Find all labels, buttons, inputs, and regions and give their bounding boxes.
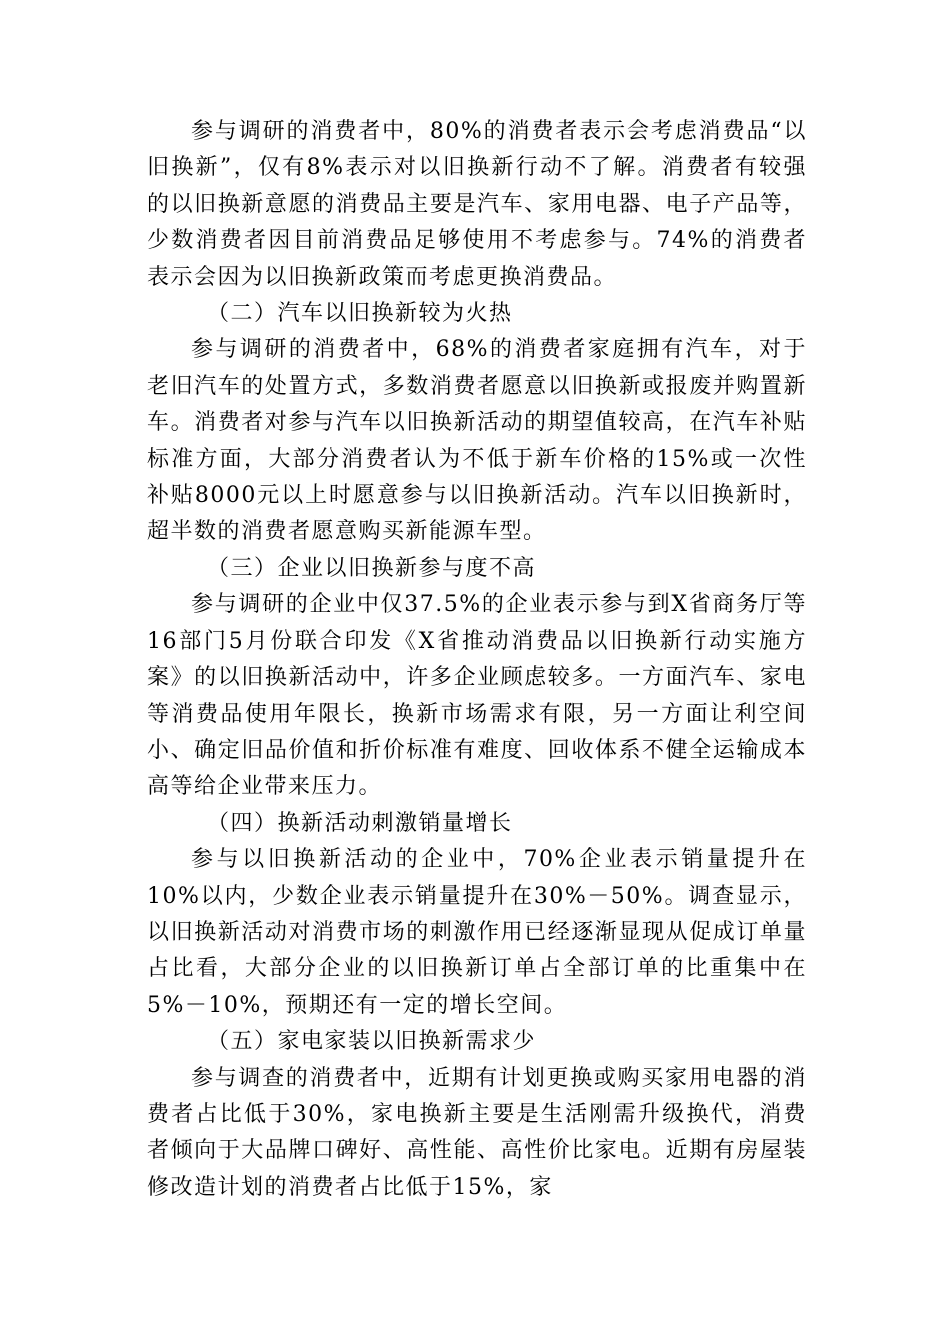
paragraph-appliance-demand: 参与调查的消费者中，近期有计划更换或购买家用电器的消费者占比低于30%，家电换新主要是生活刚需升级换代，消费者倾向于大品牌口碑好、高性能、高性价比家电。近期有房屋装修改造计划的消费者占比低于15%，家: [147, 1065, 807, 1200]
paragraph-enterprise-participation: 参与调研的企业中仅37.5%的企业表示参与到X省商务厅等16部门5月份联合印发《X省推动消费品以旧换新行动实施方案》的以旧换新活动中，许多企业顾虑较多。一方面汽车、家电等消费品使用年限长，换新市场需求有限，另一方面让利空间小、确定旧品价值和折价标准有难度、回收体系不健全运输成本高等给企业带来压力。: [147, 592, 807, 800]
paragraph-sales-growth: 参与以旧换新活动的企业中，70%企业表示销量提升在10%以内，少数企业表示销量提升在30%－50%。调查显示，以旧换新活动对消费市场的刺激作用已经逐渐显现从促成订单量占比看，大部分企业的以旧换新订单占全部订单的比重集中在5%－10%，预期还有一定的增长空间。: [147, 847, 807, 1018]
paragraph-auto-tradein: 参与调研的消费者中，68%的消费者家庭拥有汽车，对于老旧汽车的处置方式，多数消费者愿意以旧换新或报废并购置新车。消费者对参与汽车以旧换新活动的期望值较高，在汽车补贴标准方面，大部分消费者认为不低于新车价格的15%或一次性补贴8000元以上时愿意参与以旧换新活动。汽车以旧换新时，超半数的消费者愿意购买新能源车型。: [147, 337, 807, 545]
section-heading-enterprise-participation: （三）企业以旧换新参与度不高: [207, 555, 537, 581]
section-heading-sales-growth: （四）换新活动刺激销量增长: [207, 810, 513, 836]
document-body: [147, 114, 807, 1206]
section-heading-appliance-demand: （五）家电家装以旧换新需求少: [207, 1029, 537, 1055]
paragraph-consumer-willingness: 参与调研的消费者中，80%的消费者表示会考虑消费品“以旧换新”，仅有8%表示对以旧换新行动不了解。消费者有较强的以旧换新意愿的消费品主要是汽车、家用电器、电子产品等，少数消费者因目前消费品足够使用不考虑参与。74%的消费者表示会因为以旧换新政策而考虑更换消费品。: [147, 119, 807, 290]
section-heading-auto-tradein: （二）汽车以旧换新较为火热: [207, 301, 513, 327]
